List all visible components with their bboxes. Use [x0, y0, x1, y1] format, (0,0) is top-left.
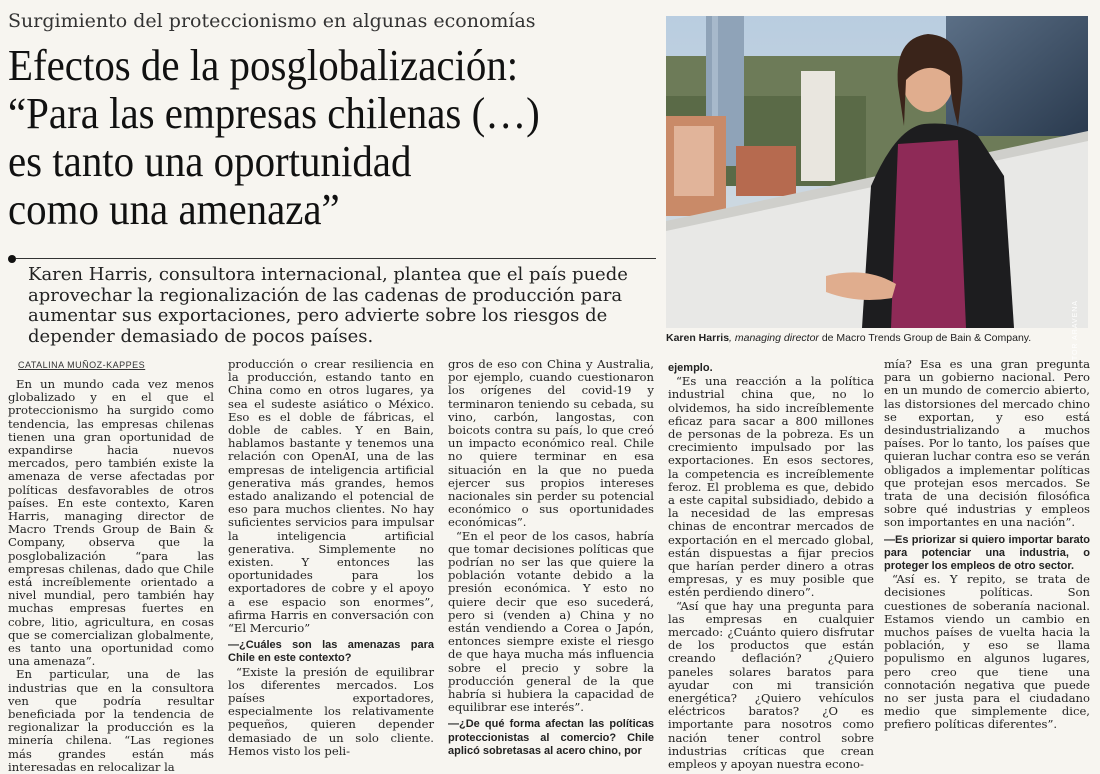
caption-rest: de Macro Trends Group de Bain & Company. — [818, 332, 1032, 344]
caption-role: , managing director — [729, 332, 819, 344]
divider — [16, 258, 656, 259]
article-deck: Karen Harris, consultora internacional, plantea que el país puede aprovechar la regionalización de las cadenas de producción para aumentar sus exportaciones, pero advierte sobre los riesgos de depender demasiado de pocos países. — [28, 264, 628, 347]
article-column-3 — [448, 358, 654, 758]
interview-question: —¿Cuáles son las amenazas para Chile en este contexto? — [228, 639, 434, 665]
headline-line: es tanto una oportunidad — [8, 137, 412, 186]
article-column-1 — [8, 378, 214, 774]
photo-credit: HÉCTOR ARAVENA — [1072, 300, 1079, 378]
article-kicker: Surgimiento del proteccionismo en algunas economías — [8, 10, 536, 32]
photo-caption — [666, 332, 1088, 344]
headline-line: como una amenaza” — [8, 185, 340, 234]
interview-question: ejemplo. — [668, 362, 713, 374]
paragraph: “Es una reacción a la política industrial china que, no lo olvidemos, ha sido increíblemente eficaz para sacar a 800 millones de personas de la pobreza. Es un crecimiento impulsado por las exportaciones. En esos sectores, la competencia es increíblemente feroz. El problema es que, debido a este capital subsidiado, debido a la necesidad de las empresas chinas de encontrar mercados de exportación en el mercado global, están dispuestas a fijar precios que harían perder dinero a otras empresas, y es muy posible que estén perdiendo dinero”. — [668, 374, 874, 600]
paragraph: gros de eso con China y Australia, por ejemplo, cuando cuestionaron los orígenes del covid-19 y terminaron teniendo su cebada, su vino, carbón, langostas, con boicots contra su país, lo que creó un impacto económico real. Chile no quiere terminar en esa situación en la que no pueda ejercer sus propios intereses nacionales sin perder su potencial económico o sus oportunidades económicas”. — [448, 357, 654, 530]
article-headline — [8, 42, 603, 234]
bullet-dot — [8, 255, 16, 263]
portrait-photo — [666, 16, 1088, 328]
article-column-5 — [884, 358, 1090, 732]
article-column-4 — [668, 358, 874, 771]
paragraph: “Así es. Y repito, se trata de decisiones políticas. Son cuestiones de soberanía nacional. Estamos viendo un cambio en muchos países de vuelta hacia la población, y eso se llama populismo en algunos lugares, pero creo que tiene una connotación negativa que puede no ser justa para el ciudadano medio que simplemente dice, prefiero políticas diferentes”. — [884, 572, 1090, 732]
headline-line: Efectos de la posglobalización: — [8, 41, 519, 90]
headline-line: “Para las empresas chilenas (…) — [8, 89, 540, 138]
paragraph: producción o crear resiliencia en la producción, estando tanto en China como en otros lugares, ya sea el sudeste asiático o México. Eso es el doble de fábricas, el doble de cables. Y en Bain, hablamos bastante y tenemos una relación con OpenAI, una de las empresas de inteligencia artificial generativa más grandes, hemos estado analizando el potencial de eso para muchos clientes. No hay suficientes servicios para impulsar la inteligencia artificial generativa. Simplemente no existen. Y entonces las oportunidades para los exportadores de cobre y el apoyo a ese espacio son enormes”, afirma Harris en conversación con “El Mercurio” — [228, 357, 434, 636]
paragraph: “Existe la presión de equilibrar los diferentes mercados. Los países exportadores, especialmente los relativamente pequeños, quieren depender demasiado de un solo cliente. Hemos visto los peli- — [228, 664, 434, 758]
interview-question: —¿De qué forma afectan las políticas proteccionistas al comercio? Chile aplicó sobretasas al acero chino, por — [448, 718, 654, 757]
paragraph: mía? Esa es una gran pregunta para un gobierno nacional. Pero en un mundo de comercio abierto, las distorsiones del mercado chino se exportan, y eso está desindustrializando a muchos países. Por lo tanto, los países que quieran luchar contra eso se verán obligados a implementar políticas que protejan esos mercados. Se trata de una decisión filosófica sobre qué industrias y empleos son importantes en una nación”. — [884, 357, 1090, 530]
paragraph: “Así que hay una pregunta para las empresas en cualquier mercado: ¿Cuánto quiero disfrutar de los productos que están creando deflación? ¿Quiero paneles solares baratos para ayudar con mi transición energética? ¿Quiero vehículos eléctricos baratos? ¿O es importante para nosotros como nación tener control sobre industrias críticas que crean empleos y apoyan nuestra econo- — [668, 598, 874, 772]
interview-question: —Es priorizar si quiero importar barato para potenciar una industria, o proteger los empleos de otro sector. — [884, 533, 1090, 573]
paragraph: “En el peor de los casos, habría que tomar decisiones políticas que podrían no ser las que quiere la población votante debido a la presión económica. Y esto no quiere decir que eso sucederá, pero si (venden a) China y no están vendiendo a Corea o Japón, entonces siempre existe el riesgo de que haya mucha más influencia sobre el precio y sobre la producción general de la que habría si hubiera la capacidad de equilibrar ese interés”. — [448, 528, 654, 715]
paragraph: En particular, una de las industrias que en la consultora ven que podría resultar beneficiada por la tendencia de regionalizar la producción es la minería chilena. “Las regiones más grandes están más interesadas en relocalizar la — [8, 667, 214, 774]
byline: CATALINA MUÑOZ-KAPPES — [18, 360, 146, 370]
article-column-2 — [228, 358, 434, 758]
caption-name: Karen Harris — [666, 332, 730, 344]
paragraph: En un mundo cada vez menos globalizado y en el que el proteccionismo ha surgido como tendencia, las empresas chilenas tienen una gran oportunidad de expandirse hacia nuevos mercados, pero también existe la amenaza de verse afectadas por políticas desfavorables de otros países. En este contexto, Karen Harris, managing director de Macro Trends Group de Bain & Company, observa que la posglobalización “para las empresas chilenas, dado que Chile está increíblemente orientado a nivel mundial, pero también hay muchas empresas fuertes en cobre, litio, agricultura, en cosas que se comercializan globalmente, es tanto una oportunidad como una amenaza”. — [8, 377, 214, 669]
